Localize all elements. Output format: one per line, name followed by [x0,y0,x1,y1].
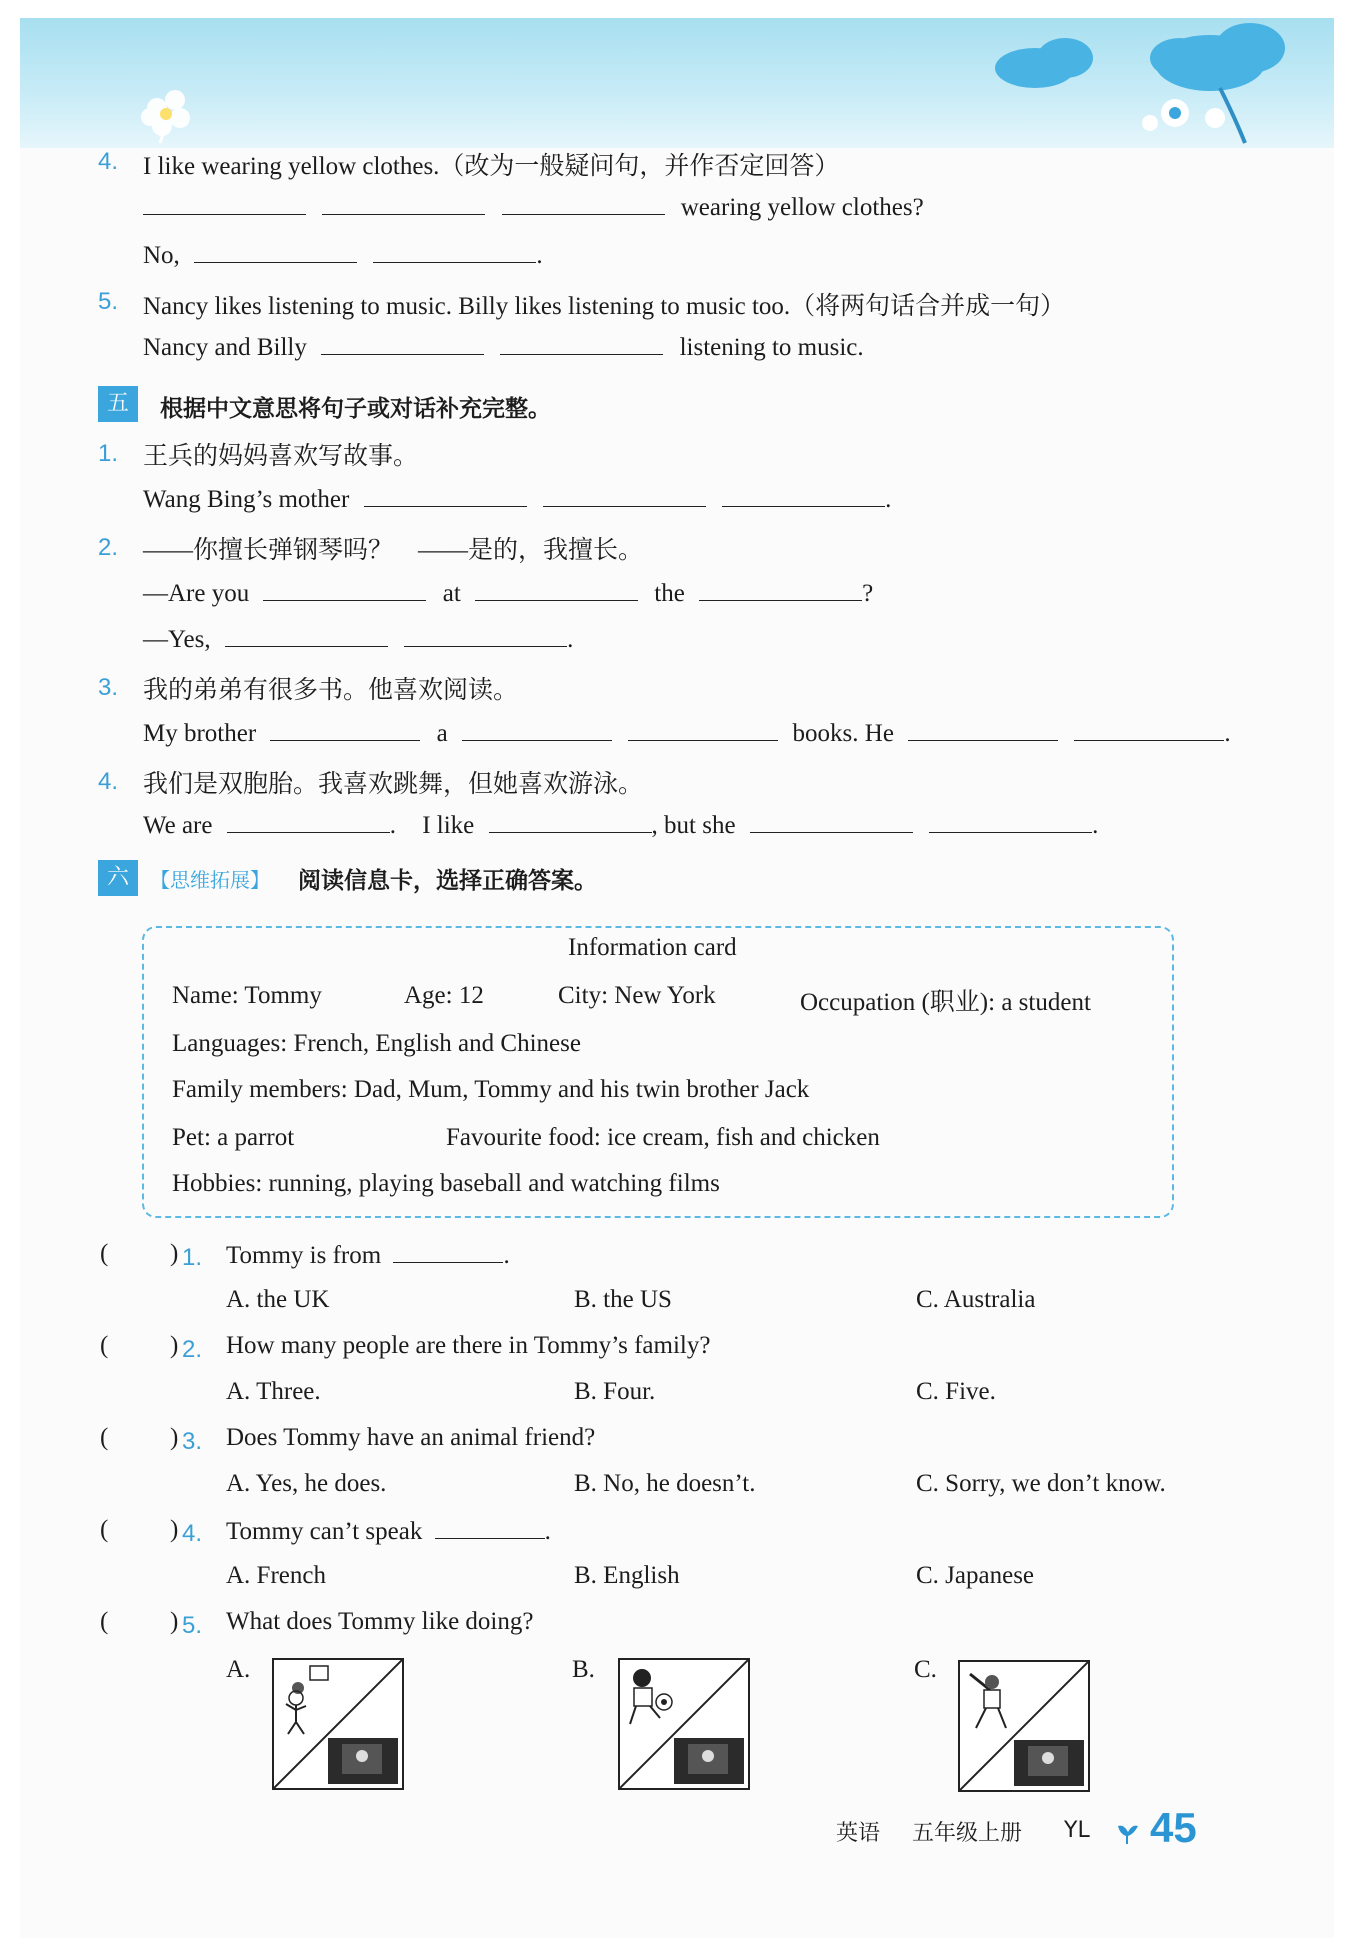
answer-blank[interactable] [543,484,706,507]
answer-bracket-open[interactable]: ( [100,1516,109,1543]
option-a-picture[interactable] [272,1658,404,1790]
card-field-city: City: New York [558,982,716,1009]
answer-line [143,718,1231,748]
answer-blank[interactable] [699,578,862,601]
option-b[interactable]: B. the US [574,1286,672,1313]
answer-blank[interactable] [908,718,1058,741]
question-number: 5. [182,1612,203,1639]
card-field-food: Favourite food: ice cream, fish and chicken [446,1124,880,1151]
section-number-badge: 六 [98,860,138,896]
question-number: 1. [98,440,119,467]
answer-line [143,192,924,222]
answer-blank[interactable] [475,578,638,601]
question-number: 2. [182,1336,203,1363]
answer-line [143,578,873,608]
option-a[interactable]: A. the UK [226,1286,330,1313]
answer-bracket-close: ) [170,1516,179,1543]
option-c-picture[interactable] [958,1660,1090,1792]
answer-bracket-open[interactable]: ( [100,1608,109,1635]
answer-blank[interactable] [373,240,536,263]
basketball-and-tv-illustration [274,1660,402,1788]
question-stem [226,1516,551,1546]
answer-blank[interactable] [1074,718,1224,741]
footer-grade: 五年级上册 [912,1821,1023,1846]
answer-text: . [536,242,543,269]
answer-text: —Are you [143,580,250,607]
question-number: 3. [98,674,119,701]
stem-text: Tommy can’t speak [226,1518,423,1545]
answer-blank[interactable] [628,718,778,741]
answer-text: listening to music. [679,334,864,361]
baseball-and-tv-illustration [960,1662,1088,1790]
question-number: 4. [182,1520,203,1547]
answer-text: My brother [143,720,257,747]
answer-blank[interactable] [364,484,527,507]
question-stem [226,1240,510,1270]
leaf-icon [1116,1822,1140,1844]
option-c[interactable]: C. [914,1656,937,1683]
card-field-name: Name: Tommy [172,982,322,1009]
answer-blank[interactable] [722,484,885,507]
stem-text: . [503,1242,510,1269]
answer-text: ? [862,580,874,607]
option-b[interactable]: B. English [574,1562,680,1589]
answer-bracket-close: ) [170,1608,179,1635]
footer-edition: YL [1064,1818,1090,1843]
option-c[interactable]: C. Five. [916,1378,996,1405]
answer-text: wearing yellow clothes? [680,194,924,221]
question-stem: What does Tommy like doing? [226,1608,534,1635]
answer-blank[interactable] [489,810,652,833]
answer-bracket-open[interactable]: ( [100,1240,109,1267]
question-number: 2. [98,534,119,561]
option-b[interactable]: B. [572,1656,595,1683]
answer-blank[interactable] [929,810,1092,833]
option-c[interactable]: C. Japanese [916,1562,1035,1589]
answer-blank[interactable] [435,1516,545,1539]
answer-text: . [1092,812,1099,839]
answer-bracket-close: ) [170,1240,179,1267]
question-text: I like wearing yellow clothes.（改为一般疑问句，并作否定回答） [143,153,840,180]
answer-blank[interactable] [227,810,390,833]
answer-blank[interactable] [404,624,567,647]
section-tag: 【思维拓展】 [150,868,270,892]
answer-text: I like [422,812,475,839]
question-chinese: ——你擅长弹钢琴吗？ ——是的，我擅长。 [143,537,644,564]
answer-text: . [885,486,892,513]
answer-blank[interactable] [502,192,665,215]
option-a[interactable]: A. [226,1656,251,1683]
question-text: Nancy likes listening to music. Billy likes listening to music too.（将两句话合并成一句） [143,293,1066,320]
answer-text: . [389,812,396,839]
answer-text: books. He [792,720,894,747]
answer-text: a [436,720,448,747]
stem-text: Tommy is from [226,1242,382,1269]
question-chinese: 我们是双胞胎。我喜欢跳舞，但她喜欢游泳。 [143,771,644,798]
stem-text: . [544,1518,551,1545]
answer-blank[interactable] [225,624,388,647]
answer-blank[interactable] [270,718,420,741]
option-c[interactable]: C. Sorry, we don’t know. [916,1470,1166,1497]
answer-blank[interactable] [194,240,357,263]
answer-blank[interactable] [263,578,426,601]
answer-line [143,484,891,514]
card-heading: Information card [568,934,737,961]
card-field-age: Age: 12 [404,982,484,1009]
question-chinese: 我的弟弟有很多书。他喜欢阅读。 [143,677,519,704]
option-a[interactable]: A. Yes, he does. [226,1470,387,1497]
option-b-picture[interactable] [618,1658,750,1790]
question-number: 1. [182,1244,203,1271]
answer-text: No, [143,242,180,269]
answer-text: , but she [651,812,736,839]
flower-cluster-icon [1142,88,1245,143]
answer-text: Nancy and Billy [143,334,307,361]
answer-text: —Yes, [143,626,211,653]
card-field-languages: Languages: French, English and Chinese [172,1030,581,1057]
answer-text: . [1224,720,1231,747]
question-number: 4. [98,148,119,175]
cloud-icon [995,23,1285,91]
section-number-badge: 五 [98,386,138,422]
answer-line [143,810,1098,840]
answer-line [143,624,573,654]
question-number: 5. [98,288,119,315]
answer-blank[interactable] [462,718,612,741]
option-a[interactable]: A. French [226,1562,326,1589]
answer-text: Wang Bing’s mother [143,486,350,513]
answer-bracket-close: ) [170,1332,179,1359]
card-field-occupation: Occupation (职业): a student [800,989,1091,1016]
card-field-pet: Pet: a parrot [172,1124,295,1151]
section-title: 阅读信息卡，选择正确答案。 [298,868,597,894]
answer-blank[interactable] [750,810,913,833]
question-stem: Does Tommy have an animal friend? [226,1424,596,1451]
option-b[interactable]: B. No, he doesn’t. [574,1470,756,1497]
card-field-hobbies: Hobbies: running, playing baseball and watching films [172,1170,720,1197]
answer-text: the [654,580,685,607]
answer-blank[interactable] [500,332,663,355]
answer-text: We are [143,812,213,839]
answer-line [143,240,543,270]
option-c[interactable]: C. Australia [916,1286,1036,1313]
answer-text: . [567,626,574,653]
question-stem: How many people are there in Tommy’s family? [226,1332,711,1359]
question-number: 4. [98,768,119,795]
answer-bracket-open[interactable]: ( [100,1332,109,1359]
footer-subject: 英语 [836,1821,881,1846]
answer-blank[interactable] [393,1240,503,1263]
card-field-family: Family members: Dad, Mum, Tommy and his twin brother Jack [172,1076,810,1103]
answer-bracket-open[interactable]: ( [100,1424,109,1451]
answer-blank[interactable] [322,192,485,215]
question-chinese: 王兵的妈妈喜欢写故事。 [143,443,419,470]
answer-bracket-close: ) [170,1424,179,1451]
answer-blank[interactable] [143,192,306,215]
answer-text: at [442,580,461,607]
option-b[interactable]: B. Four. [574,1378,656,1405]
banner-decoration [20,18,1334,148]
question-number: 3. [182,1428,203,1455]
answer-line [143,332,864,362]
answer-blank[interactable] [321,332,484,355]
page-number: 45 [1150,1804,1197,1851]
section-title: 根据中文意思将句子或对话补充完整。 [160,396,551,422]
football-and-tv-illustration [620,1660,748,1788]
option-a[interactable]: A. Three. [226,1378,321,1405]
